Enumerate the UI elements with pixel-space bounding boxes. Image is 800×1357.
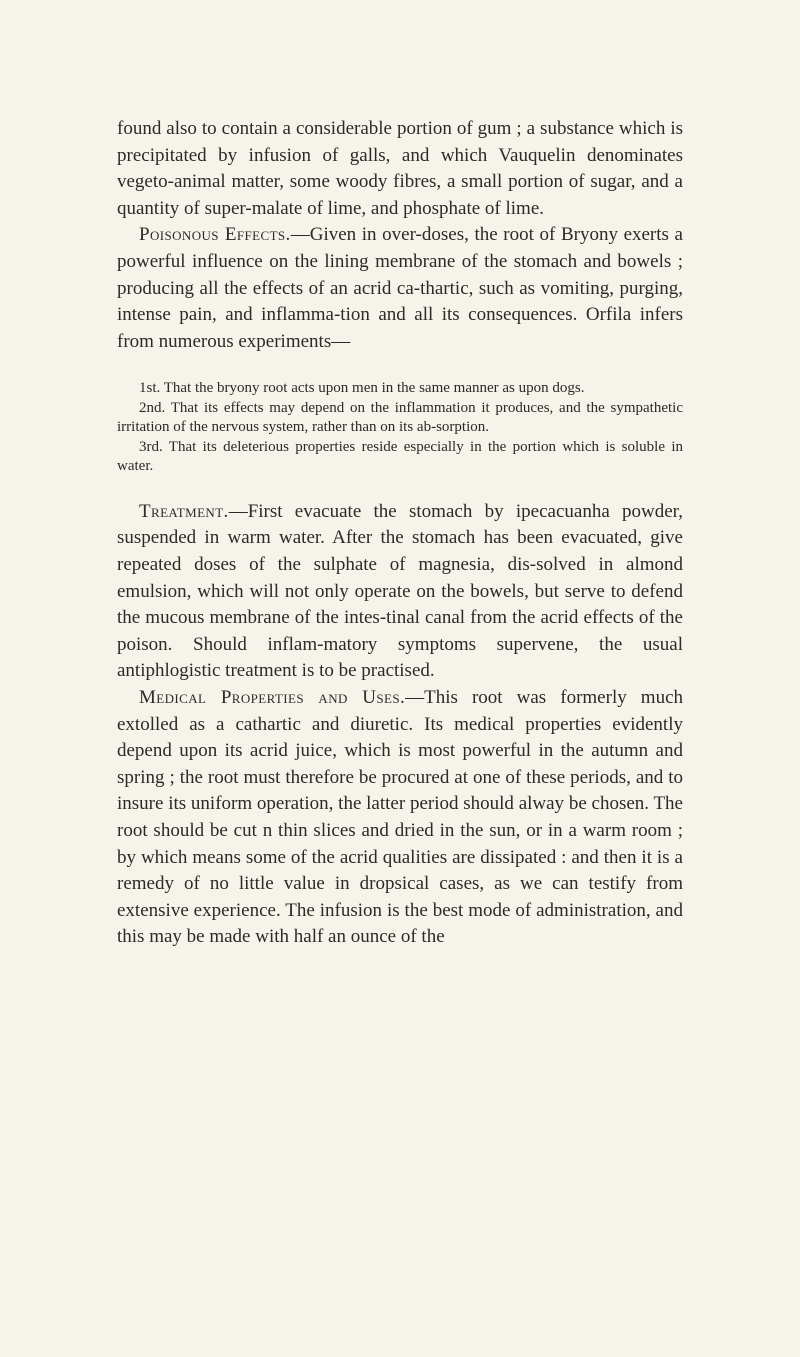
list-item: 1st. That the bryony root acts upon men in the same manner as upon dogs.: [139, 380, 585, 397]
paragraph-treatment: [117, 499, 683, 685]
list-item: 3rd. That its deleterious properties reside especially in the portion which is soluble in water.: [117, 438, 683, 475]
section-heading-poisonous-effects: Poisonous Effects.: [139, 224, 291, 246]
paragraph-poisonous-effects-text: —Given in over-doses, the root of Bryony exerts a powerful influence on the lining membrane of the stomach and bowels ; producing all the effects of an acrid ca-thartic, such as vomiting, purging, intense pain, and inflamma-tion and all its consequences. Orfila infers from numerous experiments—: [117, 224, 683, 352]
paragraph-treatment-text: —First evacuate the stomach by ipecacuanha powder, suspended in warm water. After the stomach has been evacuated, give repeated doses of the sulphate of magnesia, dis-solved in almond emulsion, which will not only operate on the bowels, but serve to defend the mucous membrane of the intes-tinal canal from the acrid effects of the poison. Should inflam-matory symptoms supervene, the usual antiphlogistic treatment is to be practised.: [117, 500, 683, 682]
text-column: [117, 116, 683, 951]
experiment-list: [117, 379, 683, 477]
list-item: 2nd. That its effects may depend on the inflammation it produces, and the sympathetic irritation of the nervous system, rather than on its ab-sorption.: [117, 399, 683, 436]
paragraph-poisonous-effects: [117, 222, 683, 355]
paragraph-composition-text: found also to contain a considerable portion of gum ; a substance which is precipitated by infusion of galls, and which Vauquelin denominates vegeto-animal matter, some woody fibres, a small portion of sugar, and a quantity of super-malate of lime, and phosphate of lime.: [117, 118, 683, 219]
paragraph-medical-properties: [117, 685, 683, 951]
paragraph-medical-properties-text: —This root was formerly much extolled as a cathartic and diuretic. Its medical properties evidently depend upon its acrid juice, which is most powerful in the autumn and spring ; the root must therefore be procured at one of these periods, and to insure its uniform operation, the latter period should alway be chosen. The root should be cut n thin slices and dried in the sun, or in a warm room ; by which means some of the acrid qualities are dissipated : and then it is a remedy of no little value in dropsical cases, as we can testify from extensive experience. The infusion is the best mode of administration, and this may be made with half an ounce of the: [117, 687, 684, 948]
paragraph-composition: [117, 116, 683, 222]
section-heading-treatment: Treatment.: [139, 500, 229, 522]
section-heading-medical-properties: Medical Properties and Uses.: [139, 687, 406, 708]
